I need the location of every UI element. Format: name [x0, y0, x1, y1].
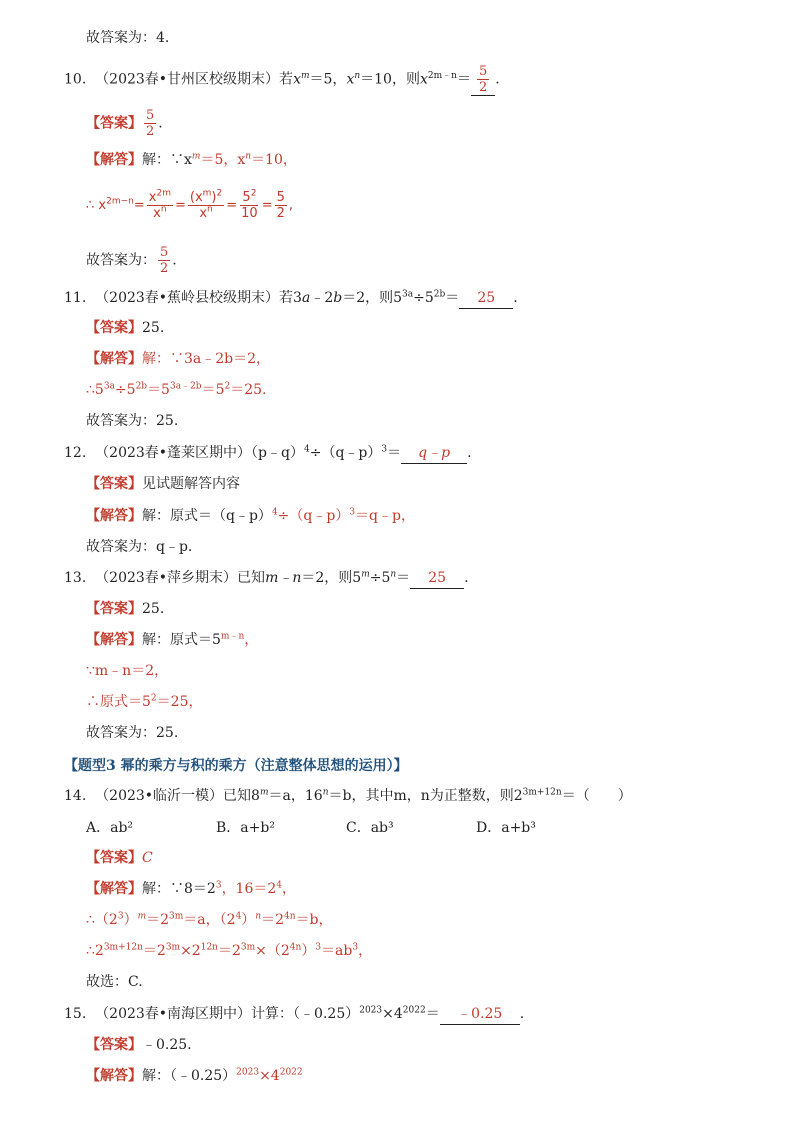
q15-t2: ×4	[382, 1006, 403, 1022]
q10-solution-line	[86, 150, 297, 170]
q14-l3e6: 3	[315, 942, 322, 953]
q10-d-den4: 2	[276, 206, 285, 221]
q10-deriv-eq3: =	[226, 198, 238, 213]
q12-answer-blank: q﹣p	[401, 443, 467, 464]
q10-final-line	[86, 245, 177, 276]
q13-l2: ∵m﹣n＝2，	[86, 663, 169, 679]
q14-e2: n	[322, 787, 329, 798]
q10-m-exp: m	[300, 70, 310, 81]
q14-line-3	[86, 941, 372, 961]
q11-d2e: 2b	[135, 381, 148, 392]
q12-t2: ÷（q﹣p）	[309, 445, 382, 461]
q14-l2h: ＝b，	[295, 912, 333, 928]
q10-exp: 2m﹣n	[427, 70, 457, 81]
q14-l2e6: 4n	[284, 911, 296, 922]
q11-d2: ÷5	[114, 382, 136, 398]
q10-d-num2: (x	[189, 190, 203, 205]
q13-solution-line	[86, 630, 258, 650]
option-b[interactable]: B．a+b²	[216, 820, 275, 836]
q13-e1: m	[361, 569, 370, 580]
q12-solution-line	[86, 506, 415, 526]
question-12	[64, 443, 472, 464]
q10-d-num2-exp: m	[202, 188, 212, 199]
q10-x3: x	[419, 71, 428, 88]
q10-final-end: .	[172, 252, 177, 269]
q14-t4: ＝（ ）	[561, 788, 632, 804]
q13-t4: ＝	[396, 570, 411, 586]
q15-text: （2023春•南海区期中）计算：（﹣0.25）	[95, 1006, 360, 1022]
q10-answer-blank	[471, 64, 495, 96]
q11-d5: ＝25.	[230, 382, 267, 398]
question-11	[64, 288, 518, 309]
q10-sol-3: ＝10，	[251, 152, 297, 168]
q10-d-num4: 5	[276, 190, 285, 205]
q11-final-line	[86, 411, 178, 431]
section-title: 【题型3 幂的乘方与积的乘方（注意整体思想的运用）】	[64, 758, 408, 774]
solution-tag: 【解答】	[86, 508, 142, 524]
q14-l2e4: 4	[235, 911, 242, 922]
q13-mn: m﹣n	[265, 570, 302, 586]
q10-final-den: 2	[160, 261, 169, 276]
q14-final-line	[86, 972, 143, 992]
q14-l2f: ）	[241, 912, 256, 928]
option-a[interactable]: A．ab²	[86, 820, 134, 836]
q11-answer: 25.	[142, 320, 165, 336]
q12-s1e: 4	[271, 507, 278, 518]
q10-blank-den: 2	[478, 80, 488, 95]
q10-d-tail: ,	[288, 198, 294, 213]
q13-line-3	[86, 692, 202, 712]
q13-number: 13.	[64, 570, 87, 586]
q12-number: 12.	[64, 445, 87, 461]
q12-answer-line	[86, 474, 240, 494]
q10-number: 10.	[64, 71, 87, 88]
q14-l3e1: 3m+12n	[103, 942, 143, 953]
q10-eq5: ＝5，	[309, 71, 347, 88]
q10-d-num1-exp: 2m	[156, 188, 171, 199]
q14-l2e5: n	[255, 911, 262, 922]
q11-d3e: 3a﹣2b	[169, 381, 202, 392]
q11-d4e: 2	[224, 381, 231, 392]
q10-d-num1: x	[148, 190, 157, 205]
q13-sol-1: 解：原式＝5	[142, 632, 221, 648]
q14-l3e7: 3	[352, 942, 359, 953]
q10-d-den1: x	[153, 206, 161, 221]
q10-derivation	[86, 188, 293, 224]
q12-e1: 4	[303, 444, 310, 455]
q10-d-num2-tail: )	[211, 190, 217, 205]
q14-text: （2023•临沂一模）已知8	[95, 788, 260, 804]
q14-l2d: ＝a，（2	[183, 912, 236, 928]
q12-text: （2023春•蓬莱区期中）（p﹣q）	[95, 445, 304, 461]
q12-final: 故答案为：q﹣p.	[86, 539, 193, 555]
q14-l2g: ＝2	[261, 912, 285, 928]
answer-tag: 【答案】	[86, 1037, 142, 1053]
q10-final-text: 故答案为：	[86, 252, 156, 269]
q11-t3: ＝2，则5	[342, 290, 403, 306]
q15-e1: 2023	[359, 1005, 383, 1016]
question-10	[64, 64, 500, 96]
q14-sol-e1: 3	[215, 880, 222, 891]
q13-t3: ÷5	[369, 570, 391, 586]
q11-answer-line	[86, 318, 164, 338]
q14-sol-1: 解：∵8＝2	[142, 881, 216, 897]
answer-tag: 【答案】	[86, 601, 142, 617]
q15-sol2: ×4	[259, 1068, 280, 1084]
q10-text: （2023春•甘州区校级期末）若	[95, 71, 294, 88]
q10-n-exp: n	[354, 70, 361, 81]
q15-answer-line	[86, 1035, 192, 1055]
q14-answer-line	[86, 848, 153, 868]
q13-sol-end: ，	[244, 632, 259, 648]
q12-s2: ÷（q﹣p）	[277, 508, 350, 524]
q12-answer: 见试题解答内容	[142, 476, 240, 492]
option-d[interactable]: D．a+b³	[476, 820, 536, 836]
solution-tag: 【解答】	[86, 632, 142, 648]
q10-sol-2: ＝5，x	[200, 152, 246, 168]
q10-sol-m: m	[191, 151, 201, 162]
q15-answer: ﹣0.25.	[142, 1037, 192, 1053]
q12-end: .	[467, 445, 472, 461]
q14-l2e2: m	[137, 911, 147, 922]
q14-l2e3: 3m	[169, 911, 184, 922]
q10-d-num3-exp: 2	[250, 188, 257, 199]
q13-l3e: 2	[150, 693, 157, 704]
q14-sol-t2: ，16＝2	[221, 881, 277, 897]
q14-l3e4: 3m	[240, 942, 256, 953]
q12-final-line	[86, 537, 192, 557]
q10-end: .	[495, 71, 500, 88]
q15-e2: 2022	[402, 1005, 426, 1016]
q10-x2: x	[346, 71, 355, 88]
q14-l3i: ，	[358, 943, 373, 959]
q11-t4: ÷5	[413, 290, 434, 306]
answer-tag: 【答案】	[86, 850, 142, 866]
q14-e1: m	[259, 787, 269, 798]
q13-answer: 25.	[142, 601, 165, 617]
q14-l3d: ＝2	[217, 943, 241, 959]
q11-end: .	[513, 290, 518, 306]
q13-text: （2023春•萍乡期末）已知	[95, 570, 266, 586]
q12-s2e: 3	[349, 507, 356, 518]
q14-l3b: ＝2	[142, 943, 166, 959]
q10-sol-n: n	[245, 151, 252, 162]
q14-l3h: ＝ab	[321, 943, 353, 959]
q14-solution-line	[86, 879, 296, 899]
q14-l3c: ×2	[180, 943, 201, 959]
q11-t2: ﹣2	[310, 290, 334, 306]
q10-d-num3: 5	[242, 190, 251, 205]
question-13	[64, 568, 469, 589]
q11-b: b	[333, 290, 343, 306]
q14-l3f: ×（2	[255, 943, 290, 959]
solution-tag: 【解答】	[86, 881, 142, 897]
q14-l2c: ＝2	[146, 912, 170, 928]
q14-e3: 3m+12n	[522, 787, 562, 798]
q10-sol-1: 解：∵x	[142, 152, 192, 168]
q11-t5: ＝	[445, 290, 460, 306]
q14-sol-t3: ，	[282, 881, 297, 897]
q14-l3e2: 3m	[165, 942, 181, 953]
question-15	[64, 1004, 524, 1025]
q10-deriv-eq2: =	[174, 198, 186, 213]
q11-text: （2023春•蕉岭县校级期末）若3	[95, 290, 302, 306]
q11-a: a	[301, 290, 311, 306]
q15-t3: ＝	[425, 1006, 440, 1022]
q14-l2e1: 3	[117, 911, 124, 922]
q13-final-line	[86, 723, 178, 743]
answer-tag: 【答案】	[86, 476, 142, 492]
prev-answer-line	[86, 28, 169, 48]
q13-e2: n	[390, 569, 397, 580]
q12-e2: 3	[381, 444, 388, 455]
q13-l3b: ＝25，	[156, 694, 203, 710]
q14-l3a: ∴2	[86, 943, 104, 959]
q12-s3: ＝q﹣p，	[355, 508, 415, 524]
q10-d-den3: 10	[241, 206, 258, 221]
q14-t3: ＝b，其中m，n为正整数，则2	[328, 788, 523, 804]
q13-line-2	[86, 661, 168, 681]
q13-sole: m﹣n	[220, 631, 245, 642]
q11-number: 11.	[64, 290, 87, 306]
q10-deriv-eq1: =	[133, 198, 145, 213]
q10-eq10: ＝10，则	[360, 71, 420, 88]
solution-tag: 【解答】	[86, 152, 142, 168]
q14-t2: ＝a，16	[268, 788, 323, 804]
q13-t2: ＝2，则5	[301, 570, 362, 586]
question-14	[64, 786, 632, 806]
q11-d1e: 3a	[103, 381, 115, 392]
q10-deriv-exp: 2m−n	[106, 196, 134, 207]
q10-deriv-eq4: =	[261, 198, 273, 213]
q11-answer-blank: 25	[459, 288, 513, 309]
q13-end: .	[464, 570, 469, 586]
q15-answer-blank: ﹣0.25	[440, 1004, 520, 1025]
q10-d-den1-exp: n	[160, 204, 167, 215]
answer-tag: 【答案】	[86, 115, 142, 132]
q10-deriv-start: ∴ x	[86, 198, 107, 213]
answer-tag: 【答案】	[86, 320, 142, 336]
q14-l3g: ）	[301, 943, 316, 959]
q15-end: .	[519, 1006, 525, 1022]
prev-answer-text: 故答案为：4.	[86, 30, 170, 46]
q13-final: 故答案为：25.	[86, 725, 179, 741]
q15-sole1: 2023	[236, 1067, 260, 1078]
q14-line-2	[86, 910, 333, 930]
q11-d1: ∴5	[86, 382, 104, 398]
solution-tag: 【解答】	[86, 1068, 142, 1084]
q15-number: 15.	[64, 1006, 87, 1022]
q11-e2: 2b	[433, 289, 446, 300]
q13-answer-blank: 25	[410, 568, 464, 589]
q14-answer: C	[142, 850, 153, 866]
q12-t3: ＝	[387, 445, 402, 461]
q14-final: 故选：C.	[86, 974, 143, 990]
q11-derivation	[86, 380, 267, 400]
q10-ans-num: 5	[146, 108, 155, 123]
q13-l3: ∴原式＝5	[86, 694, 151, 710]
q14-l2b: ）	[123, 912, 138, 928]
q14-sol-e2: 4	[276, 880, 283, 891]
q15-sol-1: 解：（﹣0.25）	[142, 1068, 237, 1084]
q11-solution: 解：∵3a﹣2b＝2，	[142, 351, 271, 367]
q15-sole2: 2022	[279, 1067, 303, 1078]
q10-ans-den: 2	[146, 124, 155, 139]
q15-solution-line	[86, 1066, 303, 1086]
q12-sol-1: 解：原式＝（q﹣p）	[142, 508, 272, 524]
q10-blank-num: 5	[478, 64, 488, 79]
solution-tag: 【解答】	[86, 351, 142, 367]
q10-x: x	[293, 71, 301, 88]
q11-e1: 3a	[402, 289, 414, 300]
q10-d-den2-exp: n	[207, 204, 213, 215]
q14-l2a: ∴（2	[86, 912, 118, 928]
q14-number: 14.	[64, 788, 87, 804]
q11-d3: ＝5	[147, 382, 170, 398]
q10-final-num: 5	[160, 245, 169, 260]
q14-options	[86, 818, 606, 838]
q11-d4: ＝5	[201, 382, 225, 398]
q14-l3e3: 12n	[200, 942, 218, 953]
q10-d-den2: x	[199, 206, 208, 221]
q10-answer-line: 【答案】 $\frac{5}{2}$ .	[86, 108, 163, 139]
q13-answer-line	[86, 599, 164, 619]
option-c[interactable]: C．ab³	[346, 820, 394, 836]
q11-solution-line	[86, 349, 270, 369]
q10-eqs: ＝	[456, 71, 471, 88]
q10-d-num2-sq: 2	[216, 188, 223, 199]
q11-final: 故答案为：25.	[86, 413, 179, 429]
q14-l3e5: 4n	[289, 942, 302, 953]
